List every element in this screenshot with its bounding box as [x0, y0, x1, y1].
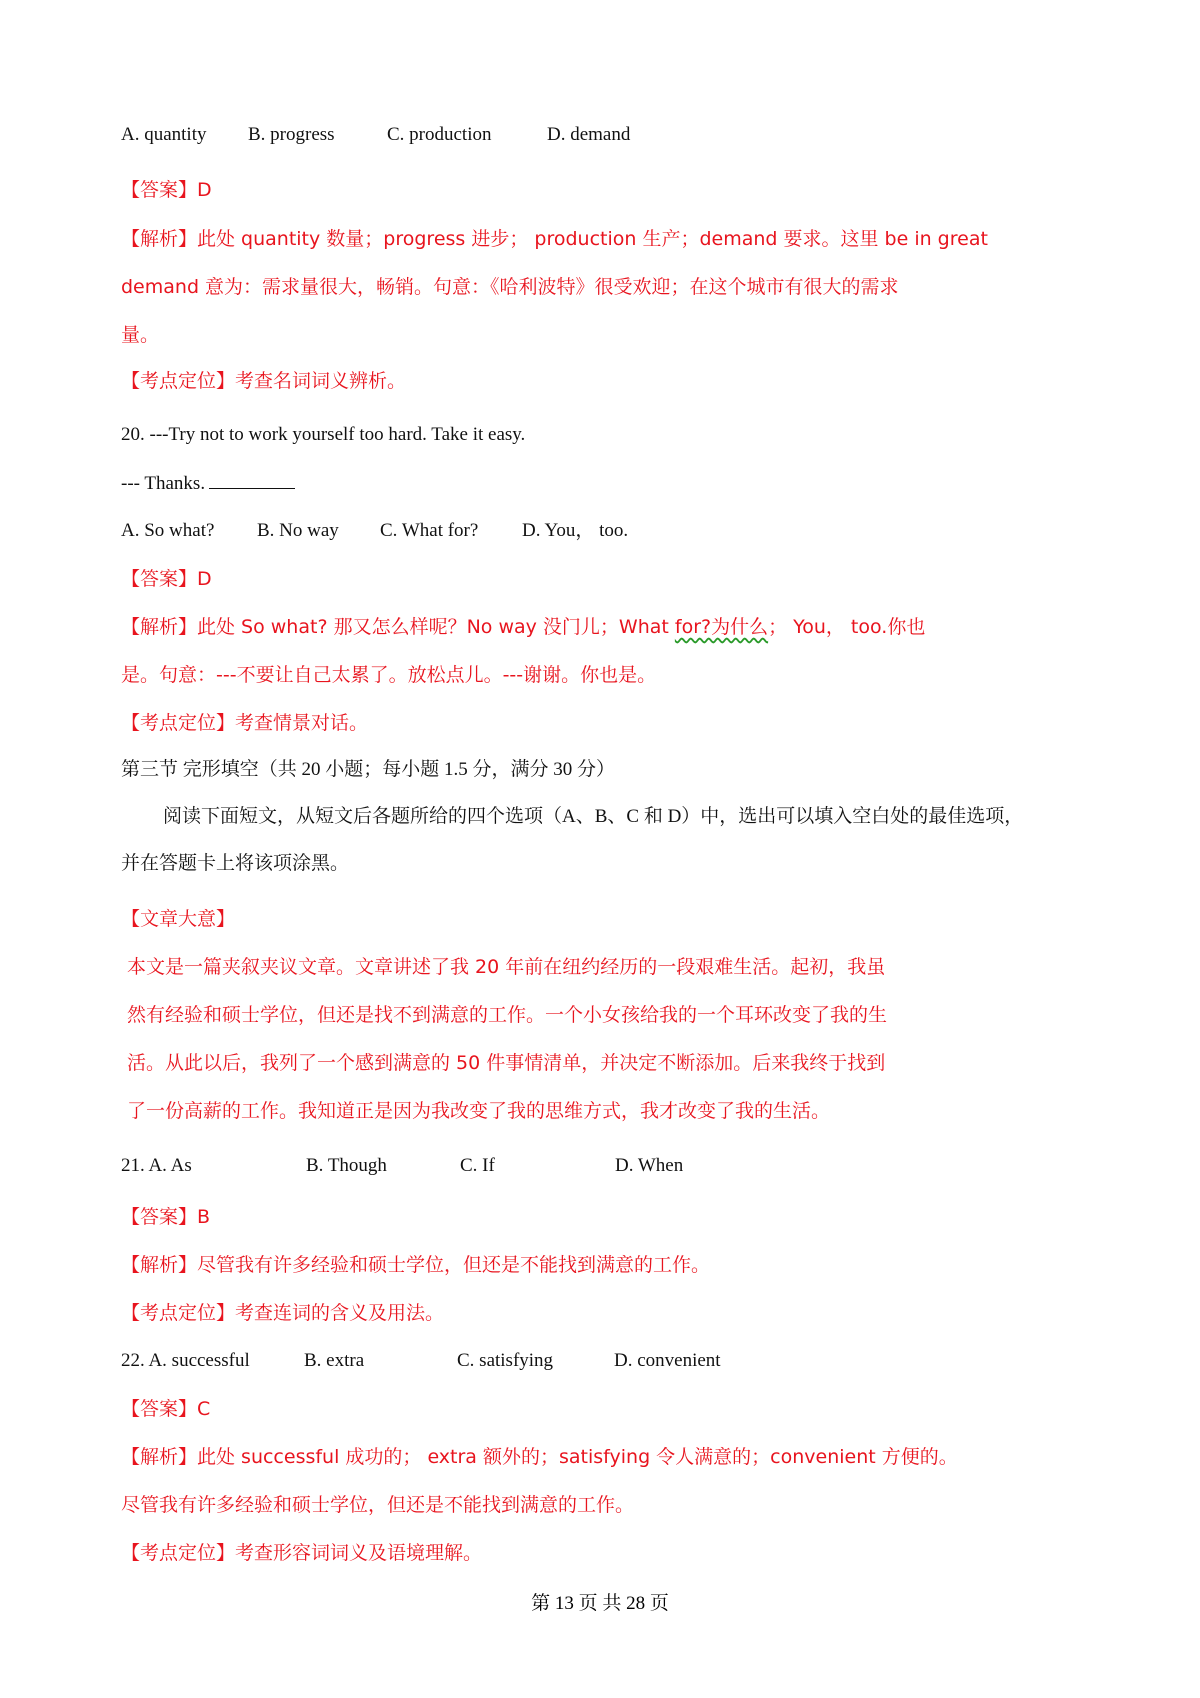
instruction-line-2: 并在答题卡上将该项涂黑。 — [121, 853, 350, 874]
q20-option-c: C. What for? — [380, 520, 479, 541]
q21-option-d: D. When — [615, 1155, 684, 1176]
q19-answer: 【答案】D — [121, 179, 212, 201]
summary-title: 【文章大意】 — [121, 908, 236, 930]
page-footer: 第 13 页 共 28 页 — [531, 1593, 669, 1614]
q20-analysis-line-1 — [121, 614, 925, 640]
q20-stem: 20. ---Try not to work yourself too hard. Take it easy. — [121, 424, 526, 445]
q20-answer: 【答案】D — [121, 568, 212, 590]
q22-analysis-line-1: 【解析】此处 successful 成功的； extra 额外的；satisfying 令人满意的；convenient 方便的。 — [121, 1446, 958, 1468]
q19-option-d: D. demand — [547, 124, 631, 145]
summary-line-2: 然有经验和硕士学位，但还是找不到满意的工作。一个小女孩给我的一个耳环改变了我的生 — [127, 1004, 888, 1026]
q19-option-c: C. production — [387, 124, 492, 145]
q20-reply-text: --- Thanks. — [121, 473, 206, 494]
q19-analysis-line-1: 【解析】此处 quantity 数量；progress 进步； production 生产；demand 要求。这里 be in great — [121, 228, 988, 250]
q21-option-b: B. Though — [306, 1155, 387, 1176]
summary-line-4: 了一份高薪的工作。我知道正是因为我改变了我的思维方式，我才改变了我的生活。 — [127, 1100, 831, 1122]
section-title: 第三节 完形填空（共 20 小题；每小题 1.5 分，满分 30 分） — [121, 759, 616, 780]
q19-analysis-line-2: demand 意为：需求量很大，畅销。句意：《哈利波特》很受欢迎；在这个城市有很大的需求 — [121, 276, 899, 298]
q20-blank — [209, 470, 295, 489]
q20-point: 【考点定位】考查情景对话。 — [121, 712, 369, 734]
q20-analysis-line-2: 是。句意：---不要让自己太累了。放松点儿。---谢谢。你也是。 — [121, 664, 657, 686]
q21-point: 【考点定位】考查连词的含义及用法。 — [121, 1302, 445, 1324]
summary-line-1: 本文是一篇夹叙夹议文章。文章讲述了我 20 年前在纽约经历的一段艰难生活。起初，我虽 — [127, 956, 886, 978]
q20-analysis-part-a: 【解析】此处 So what? 那又怎么样呢？No way 没门儿；What — [121, 616, 675, 638]
q22-option-a: 22. A. successful — [121, 1350, 250, 1371]
q20-option-a: A. So what? — [121, 520, 215, 541]
q22-point: 【考点定位】考查形容词词义及语境理解。 — [121, 1542, 483, 1564]
q20-analysis-part-b: for?为什么 — [674, 616, 769, 638]
q22-option-c: C. satisfying — [457, 1350, 554, 1371]
summary-line-3: 活。从此以后，我列了一个感到满意的 50 件事情清单，并决定不断添加。后来我终于找到 — [127, 1052, 886, 1074]
q21-analysis: 【解析】尽管我有许多经验和硕士学位，但还是不能找到满意的工作。 — [121, 1254, 711, 1276]
q20-option-b: B. No way — [257, 520, 339, 541]
q21-option-a: 21. A. As — [121, 1155, 192, 1176]
instruction-line-1: 阅读下面短文，从短文后各题所给的四个选项（A、B、C 和 D）中，选出可以填入空白处的最佳选项， — [163, 806, 1024, 827]
q19-analysis-line-3: 量。 — [121, 324, 160, 346]
q22-answer: 【答案】C — [121, 1398, 211, 1420]
q20-analysis-part-c: ； You， too.你也 — [768, 616, 926, 638]
q20-reply — [121, 470, 295, 497]
q21-option-c: C. If — [460, 1155, 495, 1176]
q19-option-b: B. progress — [248, 124, 335, 145]
q22-option-b: B. extra — [304, 1350, 365, 1371]
q21-answer: 【答案】B — [121, 1206, 211, 1228]
q19-option-a: A. quantity — [121, 124, 207, 145]
q22-analysis-line-2: 尽管我有许多经验和硕士学位，但还是不能找到满意的工作。 — [121, 1494, 635, 1516]
q19-point: 【考点定位】考查名词词义辨析。 — [121, 370, 407, 392]
q20-option-d: D. You， too. — [522, 520, 629, 541]
q22-option-d: D. convenient — [614, 1350, 721, 1371]
